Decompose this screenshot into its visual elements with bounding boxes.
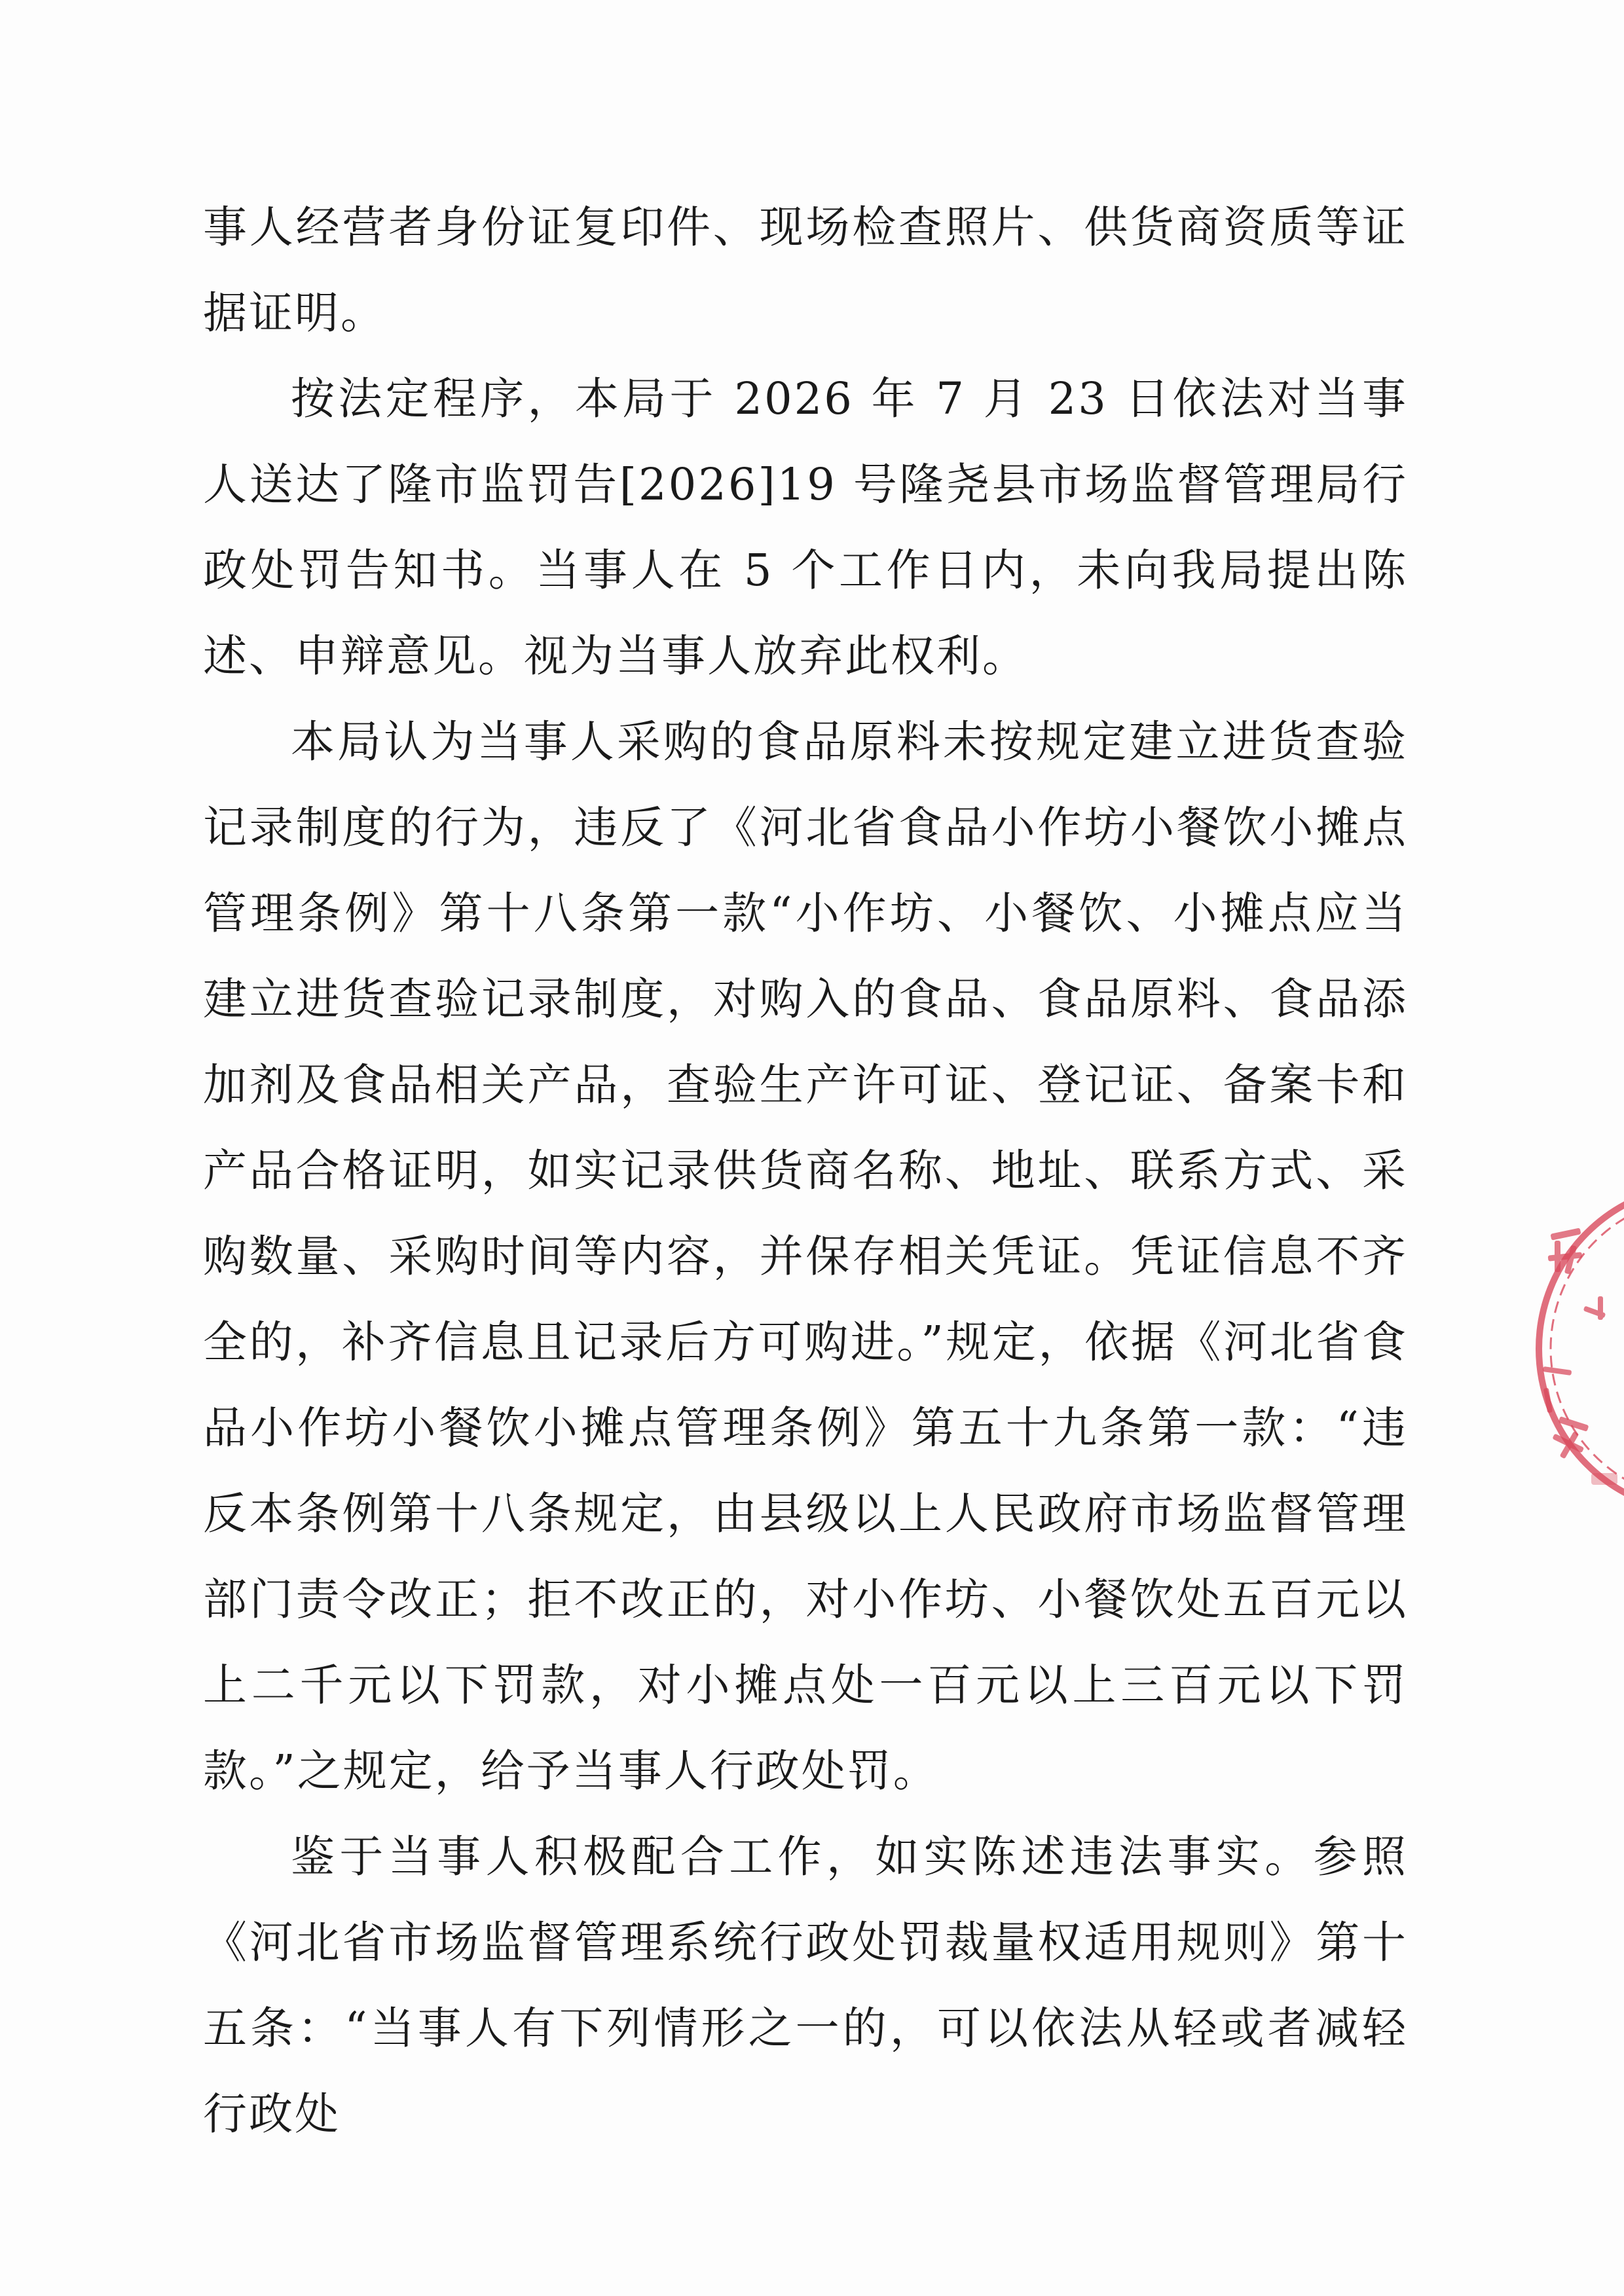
paragraph-mitigation: 鉴于当事人积极配合工作，如实陈述违法事实。参照《河北省市场监督管理系统行政处罚裁量权适用规则》第十五条：“当事人有下列情形之一的，可以依法从轻或者减轻行政处 [203, 1831, 1408, 2140]
official-seal-icon [1526, 1172, 1624, 1525]
paragraph-notice-delivery: 按法定程序，本局于 2026 年 7 月 23 日依法对当事人送达了隆市监罚告[2026]19 号隆尧县市场监督管理局行政处罚告知书。当事人在 5 个工作日内，未向我局提出陈述、申辩意见。视为当事人放弃此权利。 [203, 373, 1408, 682]
document-body [203, 185, 1408, 2157]
paragraph-evidence-continuation: 事人经营者身份证复印件、现场检查照片、供货商资质等证据证明。 [203, 202, 1408, 338]
paragraph-legal-basis: 本局认为当事人采购的食品原料未按规定建立进货查验记录制度的行为，违反了《河北省食品小作坊小餐饮小摊点管理条例》第十八条第一款“小作坊、小餐饮、小摊点应当建立进货查验记录制度，对购入的食品、食品原料、食品添加剂及食品相关产品，查验生产许可证、登记证、备案卡和产品合格证明，如实记录供货商名称、地址、联系方式、采购数量、采购时间等内容，并保存相关凭证。凭证信息不齐全的，补齐信息且记录后方可购进。”规定，依据《河北省食品小作坊小餐饮小摊点管理条例》第五十九条第一款：“违反本条例第十八条规定，由县级以上人民政府市场监督管理部门责令改正；拒不改正的，对小作坊、小餐饮处五百元以上二千元以下罚款，对小摊点处一百元以上三百元以下罚款。”之规定，给予当事人行政处罚。 [203, 716, 1408, 1796]
